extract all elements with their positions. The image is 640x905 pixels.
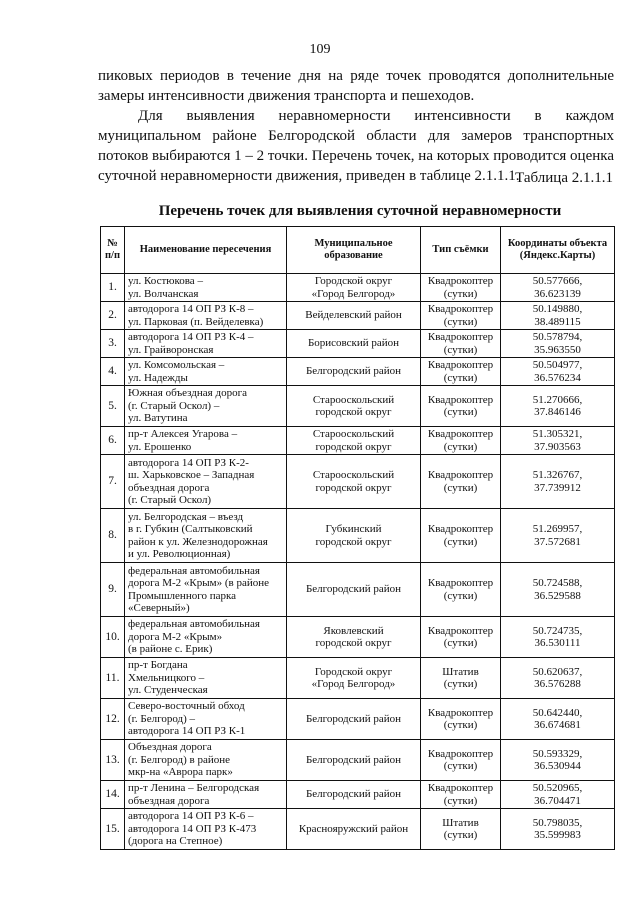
cell-type-line: (сутки): [443, 829, 478, 841]
cell-type: [421, 427, 501, 455]
cell-name-line: район к ул. Железнодорожная: [128, 535, 268, 548]
cell-name-line: ул. Студенческая: [128, 684, 208, 697]
cell-name-line: (в районе с. Ерик): [128, 643, 213, 656]
table-row: [101, 699, 615, 740]
cell-municipality-line: Борисовский район: [307, 337, 400, 350]
cell-num: 9.: [101, 563, 125, 617]
cell-municipality-line: Белгородский район: [305, 712, 402, 725]
cell-type-line: Квадрокоптер: [427, 469, 494, 481]
cell-name-line: федеральная автомобильная: [128, 564, 260, 577]
cell-type-line: (сутки): [443, 678, 478, 690]
cell-type: [421, 386, 501, 427]
cell-coords-line: 35.599983: [534, 829, 581, 841]
cell-name: [125, 563, 287, 617]
cell-municipality-line: Вейделевский район: [305, 309, 402, 322]
cell-coords-line: 50.577666,: [532, 275, 583, 287]
cell-coords: [501, 302, 615, 330]
cell-coords: [501, 563, 615, 617]
cell-municipality: [287, 427, 421, 455]
cell-name-line: пр-т Ленина – Белгородская: [128, 782, 260, 794]
cell-name-line: Северо-восточный обход: [128, 700, 245, 713]
cell-name: [125, 658, 287, 699]
cell-type-line: (сутки): [443, 637, 478, 649]
cell-type-line: Квадрокоптер: [427, 275, 494, 287]
cell-municipality: [287, 330, 421, 358]
cell-num: 10.: [101, 617, 125, 658]
cell-municipality: [287, 386, 421, 427]
cell-type: [421, 302, 501, 330]
cell-coords-line: 37.739912: [534, 481, 581, 494]
body-text: [98, 66, 614, 186]
table-row: [101, 427, 615, 455]
cell-name-line: Объездная дорога: [128, 741, 212, 754]
cell-municipality-line: Белгородский район: [305, 583, 402, 596]
cell-coords: [501, 699, 615, 740]
page-number: 109: [309, 42, 331, 57]
cell-name-line: (г. Белгород) –: [128, 712, 196, 725]
cell-name: [125, 699, 287, 740]
cell-name-line: ш. Харьковское – Западная: [128, 469, 255, 481]
cell-coords-line: 50.578794,: [532, 331, 583, 343]
cell-coords: [501, 740, 615, 781]
cell-type-line: Квадрокоптер: [427, 303, 494, 315]
cell-municipality: [287, 781, 421, 809]
cell-name-line: ул. Ватутина: [128, 412, 188, 425]
cell-type-line: Квадрокоптер: [427, 706, 494, 719]
cell-coords-line: 36.576234: [534, 371, 581, 384]
cell-municipality-line: Губкинский: [325, 523, 382, 535]
cell-type-line: (сутки): [443, 343, 478, 356]
cell-name-line: в г. Губкин (Салтыковский: [128, 523, 253, 535]
cell-name-line: пр-т Богдана: [128, 659, 188, 672]
cell-type-line: (сутки): [443, 589, 478, 602]
cell-municipality: [287, 699, 421, 740]
table-title: Перечень точек для выявления суточной неравномерности: [158, 203, 562, 219]
cell-type: [421, 455, 501, 509]
cell-municipality: [287, 617, 421, 658]
cell-municipality-line: «Город Белгород»: [311, 678, 396, 690]
cell-coords: [501, 358, 615, 386]
cell-num: 2.: [101, 302, 125, 330]
cell-coords-line: 36.674681: [534, 719, 581, 731]
cell-name: [125, 740, 287, 781]
cell-num: 12.: [101, 699, 125, 740]
cell-coords: [501, 274, 615, 302]
cell-name-line: «Северный»): [128, 602, 190, 614]
cell-name-line: (г. Старый Оскол) –: [128, 399, 220, 412]
cell-type-line: (сутки): [443, 440, 478, 453]
cell-municipality-line: Старооскольский: [312, 469, 395, 481]
cell-municipality-line: Краснояружский район: [298, 822, 409, 835]
cell-municipality: [287, 302, 421, 330]
cell-name-line: автодорога 14 ОП РЗ К-8 –: [128, 303, 254, 315]
cell-municipality-line: Городской округ: [314, 275, 393, 287]
cell-name-line: дорога М-2 «Крым»: [128, 630, 223, 643]
cell-municipality: [287, 658, 421, 699]
cell-municipality-line: Белгородский район: [305, 753, 402, 766]
cell-coords-line: 50.724735,: [532, 624, 583, 637]
cell-num: 1.: [101, 274, 125, 302]
cell-coords-line: 36.704471: [534, 794, 581, 807]
cell-name-line: Промышленного парка: [128, 589, 237, 602]
cell-type-line: Квадрокоптер: [427, 782, 494, 794]
cell-name: [125, 330, 287, 358]
cell-name-line: автодорога 14 ОП РЗ К-4 –: [128, 331, 254, 343]
table-row: [101, 563, 615, 617]
cell-name: [125, 509, 287, 563]
cell-coords: [501, 455, 615, 509]
cell-type-line: Квадрокоптер: [427, 428, 494, 440]
cell-name-line: федеральная автомобильная: [128, 618, 260, 631]
cell-municipality-line: Городской округ: [314, 665, 393, 678]
cell-type-line: Штатив: [442, 665, 479, 678]
cell-municipality-line: «Город Белгород»: [311, 287, 396, 300]
cell-municipality: [287, 563, 421, 617]
cell-num: 8.: [101, 509, 125, 563]
cell-coords-line: 51.305321,: [532, 428, 583, 440]
header-name: Наименование пересечения: [125, 227, 287, 274]
cell-coords: [501, 617, 615, 658]
table-header-row: [101, 227, 615, 274]
cell-name-line: ул. Надежды: [128, 371, 188, 384]
cell-municipality: [287, 740, 421, 781]
cell-coords: [501, 386, 615, 427]
cell-municipality-line: городской округ: [315, 440, 392, 453]
cell-name-line: автодорога 14 ОП РЗ К-473: [128, 822, 257, 835]
points-table: [100, 226, 615, 850]
cell-num: 14.: [101, 781, 125, 809]
cell-municipality-line: Яковлевский: [323, 624, 384, 637]
table-body: [101, 274, 615, 850]
cell-name: [125, 302, 287, 330]
cell-name-line: ул. Парковая (п. Вейделевка): [128, 315, 264, 328]
cell-type: [421, 509, 501, 563]
cell-name-line: мкр-на «Аврора парк»: [128, 766, 233, 779]
header-coords: Координаты объекта (Яндекс.Карты): [501, 227, 615, 274]
cell-coords-line: 35.963550: [534, 343, 581, 356]
cell-name-line: Хмельницкого –: [128, 671, 205, 684]
cell-type-line: Квадрокоптер: [427, 359, 494, 371]
cell-type-line: Штатив: [442, 816, 479, 829]
cell-municipality-line: городской округ: [315, 637, 392, 649]
cell-coords-line: 50.724588,: [532, 577, 583, 589]
header-municipality: Муниципальное образование: [287, 227, 421, 274]
cell-coords: [501, 781, 615, 809]
cell-coords: [501, 509, 615, 563]
cell-coords-line: 50.798035,: [532, 816, 583, 829]
cell-municipality: [287, 274, 421, 302]
cell-name-line: и ул. Революционная): [128, 548, 231, 560]
cell-name-line: пр-т Алексея Угарова –: [128, 428, 238, 440]
cell-type: [421, 699, 501, 740]
cell-name-line: объездная дорога: [128, 481, 210, 494]
cell-coords-line: 38.489115: [534, 315, 581, 328]
cell-name-line: ул. Ерошенко: [128, 440, 192, 453]
cell-type-line: Квадрокоптер: [427, 747, 494, 760]
cell-name-line: автодорога 14 ОП РЗ К-2-: [128, 456, 249, 469]
cell-name-line: ул. Комсомольская –: [128, 359, 225, 371]
cell-municipality-line: Белгородский район: [305, 365, 402, 378]
cell-type: [421, 330, 501, 358]
cell-type-line: Квадрокоптер: [427, 523, 494, 535]
cell-name: [125, 781, 287, 809]
cell-name: [125, 358, 287, 386]
cell-num: 5.: [101, 386, 125, 427]
table-row: [101, 509, 615, 563]
cell-type-line: (сутки): [443, 535, 478, 548]
header-type: Тип съёмки: [421, 227, 501, 274]
cell-type: [421, 358, 501, 386]
cell-name-line: автодорога 14 ОП РЗ К-6 –: [128, 810, 254, 823]
cell-coords-line: 37.903563: [534, 440, 581, 453]
cell-num: 11.: [101, 658, 125, 699]
cell-name-line: объездная дорога: [128, 794, 210, 807]
cell-municipality-line: городской округ: [315, 535, 392, 548]
cell-municipality: [287, 809, 421, 850]
cell-name: [125, 427, 287, 455]
cell-type: [421, 563, 501, 617]
cell-type: [421, 274, 501, 302]
table-row: [101, 740, 615, 781]
cell-type-line: (сутки): [443, 371, 478, 384]
cell-type-line: (сутки): [443, 760, 478, 772]
cell-name-line: (г. Белгород) в районе: [128, 753, 231, 766]
cell-num: 15.: [101, 809, 125, 850]
cell-coords-line: 50.642440,: [532, 706, 583, 719]
cell-name: [125, 809, 287, 850]
cell-type: [421, 617, 501, 658]
cell-coords: [501, 658, 615, 699]
cell-type-line: (сутки): [443, 481, 478, 494]
paragraph: пиковых периодов в течение дня на ряде точек проводятся дополнительные замеры интенсивности движения транспорта и пешеходов.: [98, 68, 614, 104]
cell-coords-line: 50.504977,: [532, 359, 583, 371]
table-row: [101, 455, 615, 509]
cell-coords: [501, 809, 615, 850]
table-row: [101, 274, 615, 302]
cell-name: [125, 455, 287, 509]
cell-type-line: Квадрокоптер: [427, 577, 494, 589]
cell-num: 7.: [101, 455, 125, 509]
cell-name-line: (г. Старый Оскол): [128, 494, 212, 506]
cell-coords-line: 50.593329,: [532, 747, 583, 760]
cell-coords-line: 36.576288: [534, 678, 581, 690]
cell-municipality: [287, 455, 421, 509]
cell-name-line: ул. Грайворонская: [128, 343, 214, 356]
cell-municipality: [287, 358, 421, 386]
table-row: [101, 617, 615, 658]
cell-type-line: (сутки): [443, 794, 478, 807]
cell-coords: [501, 427, 615, 455]
table-row: [101, 809, 615, 850]
cell-type-line: (сутки): [443, 719, 478, 731]
cell-type: [421, 740, 501, 781]
cell-name-line: ул. Белгородская – въезд: [128, 510, 244, 523]
cell-num: 6.: [101, 427, 125, 455]
cell-num: 3.: [101, 330, 125, 358]
cell-name-line: дорога М-2 «Крым» (в районе: [128, 577, 270, 589]
cell-coords-line: 36.530944: [534, 760, 581, 772]
table-caption: Таблица 2.1.1.1: [515, 170, 613, 186]
header-num: № п/п: [101, 227, 125, 274]
cell-name-line: (дорога на Степное): [128, 835, 223, 848]
cell-coords-line: 50.520965,: [532, 782, 583, 794]
cell-municipality-line: Старооскольский: [312, 393, 395, 406]
cell-type: [421, 658, 501, 699]
cell-coords-line: 50.620637,: [532, 665, 583, 678]
cell-coords-line: 36.623139: [534, 287, 581, 300]
cell-name: [125, 386, 287, 427]
cell-name: [125, 274, 287, 302]
cell-coords-line: 51.326767,: [532, 469, 583, 481]
table-row: [101, 386, 615, 427]
cell-type: [421, 809, 501, 850]
table-row: [101, 658, 615, 699]
cell-type: [421, 781, 501, 809]
cell-municipality-line: городской округ: [315, 481, 392, 494]
cell-coords-line: 50.149880,: [532, 303, 583, 315]
cell-type-line: Квадрокоптер: [427, 331, 494, 343]
cell-num: 13.: [101, 740, 125, 781]
cell-municipality: [287, 509, 421, 563]
cell-coords: [501, 330, 615, 358]
paragraph: Для выявления неравномерности интенсивности в каждом муниципальном районе Белгородской области для замеров транспортных потоков выбираются 1 – 2 точки. Перечень точек, на которых проводится оценка суточной неравномерности движения, приведен в таблице 2.1.1.1.: [98, 108, 614, 184]
cell-coords-line: 51.269957,: [532, 523, 583, 535]
table-row: [101, 330, 615, 358]
cell-name: [125, 617, 287, 658]
cell-num: 4.: [101, 358, 125, 386]
table-row: [101, 781, 615, 809]
cell-municipality-line: Старооскольский: [312, 428, 395, 440]
cell-type-line: (сутки): [443, 315, 478, 328]
cell-name-line: автодорога 14 ОП РЗ К-1: [128, 725, 246, 738]
cell-type-line: (сутки): [443, 406, 478, 418]
cell-coords-line: 36.529588: [534, 589, 581, 602]
cell-coords-line: 37.572681: [534, 535, 581, 548]
table-row: [101, 358, 615, 386]
cell-name-line: ул. Костюкова –: [128, 275, 203, 287]
cell-coords-line: 37.846146: [534, 406, 581, 418]
cell-coords-line: 51.270666,: [532, 393, 583, 406]
cell-name-line: ул. Волчанская: [128, 287, 199, 300]
cell-coords-line: 36.530111: [534, 637, 581, 649]
cell-municipality-line: Белгородский район: [305, 788, 402, 801]
cell-type-line: (сутки): [443, 287, 478, 300]
table-row: [101, 302, 615, 330]
cell-type-line: Квадрокоптер: [427, 393, 494, 406]
cell-municipality-line: городской округ: [315, 406, 392, 418]
cell-type-line: Квадрокоптер: [427, 624, 494, 637]
cell-name-line: Южная объездная дорога: [128, 387, 247, 400]
